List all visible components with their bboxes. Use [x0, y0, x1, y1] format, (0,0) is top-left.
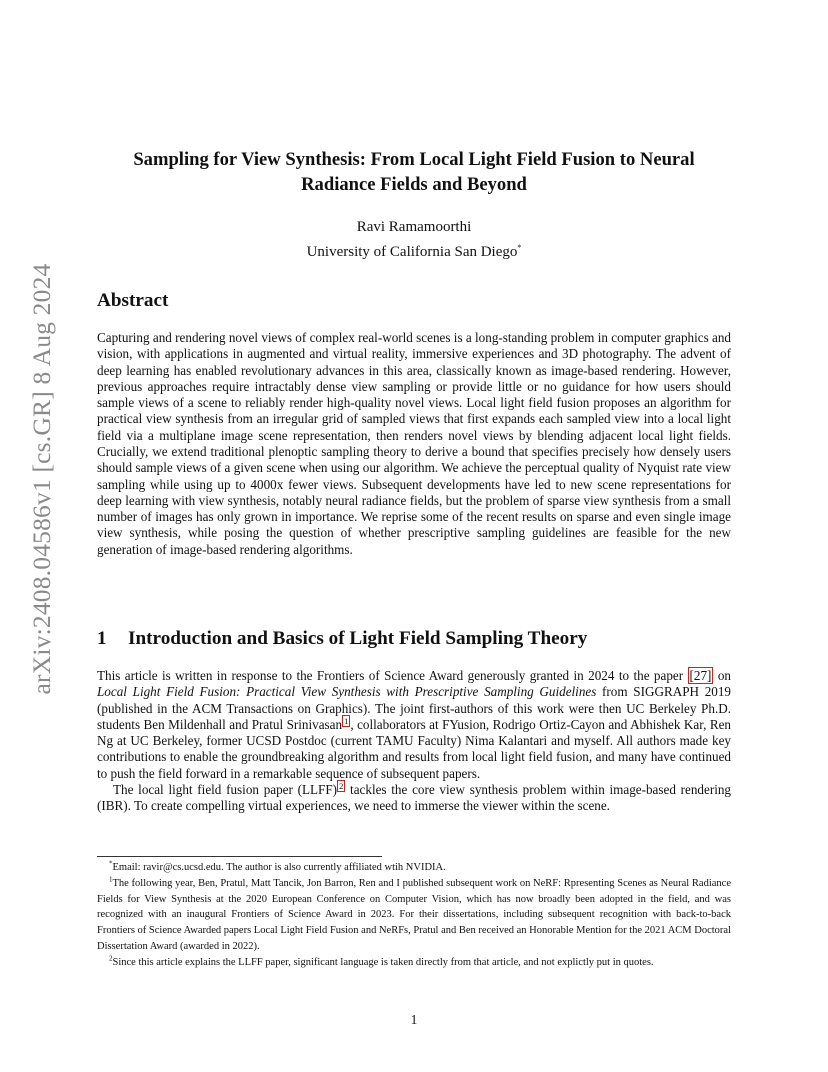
footnote-link-2[interactable]: 2 — [339, 780, 344, 791]
cited-paper-title: Local Light Field Fusion: Practical View Synthesis with Prescriptive Sampling Guidelines — [97, 684, 597, 700]
intro-text: on — [713, 668, 731, 683]
section-title: Introduction and Basics of Light Field Sampling Theory — [128, 628, 588, 649]
footnotes — [97, 860, 731, 971]
paper-title-line-2: Radiance Fields and Beyond — [301, 173, 527, 195]
affiliation-footnote-mark[interactable]: * — [517, 242, 522, 252]
intro-text: from SIGGRAPH 2019 (published in the ACM Transactions on Graphics). The joint first-authors of this work were then UC Berkeley Ph.D. students Ben Mildenhall and Pratul Srinivasan — [97, 684, 731, 732]
intro-text: tackles the core view synthesis problem within image-based rendering (IBR). To create compelling virtual experiences, we need to immerse the viewer within the scene. — [97, 781, 731, 814]
introduction-body — [97, 668, 731, 815]
paper-title — [96, 148, 732, 197]
footnote-marker: 2 — [109, 954, 113, 963]
page-number: 1 — [410, 1012, 418, 1027]
intro-text: , collaborators at FYusion, Rodrigo Ortiz-Cayon and Abhishek Kar, Ren Ng at UC Berkeley, former UCSD Postdoc (current TAMU Faculty) Nima Kalantari and myself. All authors made key contributions to enable the groundbreaking algorithm and results from local light field fusion, and many have continued to push the field forward in a remarkable sequence of subsequent papers. — [97, 716, 731, 781]
arxiv-identifier-text: arXiv:2408.04586v1 [cs.GR] 8 Aug 2024 — [27, 263, 56, 695]
arxiv-identifier — [22, 263, 62, 695]
footnote-link-1[interactable]: 1 — [344, 715, 349, 726]
paper-title-line-1: Sampling for View Synthesis: From Local Light Field Fusion to Neural — [133, 149, 695, 170]
footnote-text: Since this article explains the LLFF paper, significant language is taken directly from that article, and not explictly put in quotes. — [112, 956, 654, 968]
footnote-text: Email: ravir@cs.ucsd.edu. The author is also currently affiliated wtih NVIDIA. — [112, 862, 446, 873]
section-number: 1 — [97, 628, 107, 649]
footnote-2 — [97, 955, 731, 971]
author-affiliation — [96, 238, 732, 263]
footnote-star — [97, 860, 731, 876]
section-heading — [97, 628, 587, 650]
author-name: Ravi Ramamoorthi — [356, 219, 472, 235]
citation-link[interactable]: [27] — [689, 668, 712, 683]
author-block — [96, 218, 732, 262]
abstract-heading: Abstract — [97, 290, 169, 311]
intro-text: The local light field fusion paper (LLFF) — [113, 781, 338, 797]
footnote-1 — [97, 876, 731, 955]
intro-paragraph-1 — [97, 668, 731, 782]
intro-paragraph-2 — [97, 782, 731, 815]
footnote-divider — [97, 856, 382, 857]
footnote-marker: 1 — [109, 875, 113, 884]
affiliation-text: University of California San Diego — [306, 243, 518, 260]
intro-text: This article is written in response to the Frontiers of Science Award generously granted in 2024 to the paper — [97, 668, 688, 683]
footnote-marker: * — [109, 859, 113, 868]
footnote-text: The following year, Ben, Pratul, Matt Tancik, Jon Barron, Ren and I published subsequent work on NeRF: Rpresenting Scenes as Neural Radiance Fields for View Synthesis at the 2020 European Conference on Computer Vision, which has now broadly been adopted in the field, and was recognized with an inaugural Frontiers of Science Award in 2023. For their dissertations, including subsequent recognition with back-to-back Frontiers of Science Awarded papers Local Light Field Fusion and NeRFs, Pratul and Ben received an Honorable Mention for the 2021 ACM Doctoral Dissertation Award (awarded in 2022). — [97, 877, 731, 952]
abstract-body: Capturing and rendering novel views of complex real-world scenes is a long-standing problem in computer graphics and vision, with applications in augmented and virtual reality, immersive experiences and 3D photography. The advent of deep learning has enabled revolutionary advances in this area, classically known as image-based rendering. However, previous approaches require intractably dense view sampling or provide little or no guidance for how users should sample views of a scene to reliably render high-quality novel views. Local light field fusion proposes an algorithm for practical view synthesis from an irregular grid of sampled views that first expands each sampled view into a local light field via a multiplane image scene representation, then renders novel views by blending adjacent local light fields. Crucially, we extend traditional plenoptic sampling theory to derive a bound that specifies precisely how densely users should sample views of a given scene when using our algorithm. We achieve the perceptual quality of Nyquist rate view sampling while using up to 4000x fewer views. Subsequent developments have led to new scene representations for deep learning with view synthesis, notably neural radiance fields, but the problem of sparse view synthesis from a small number of images has only grown in importance. We reprise some of the recent results on sparse and even single image view synthesis, while posing the question of whether prescriptive sampling guidelines are feasible for the new generation of image-based rendering algorithms. — [97, 330, 731, 557]
